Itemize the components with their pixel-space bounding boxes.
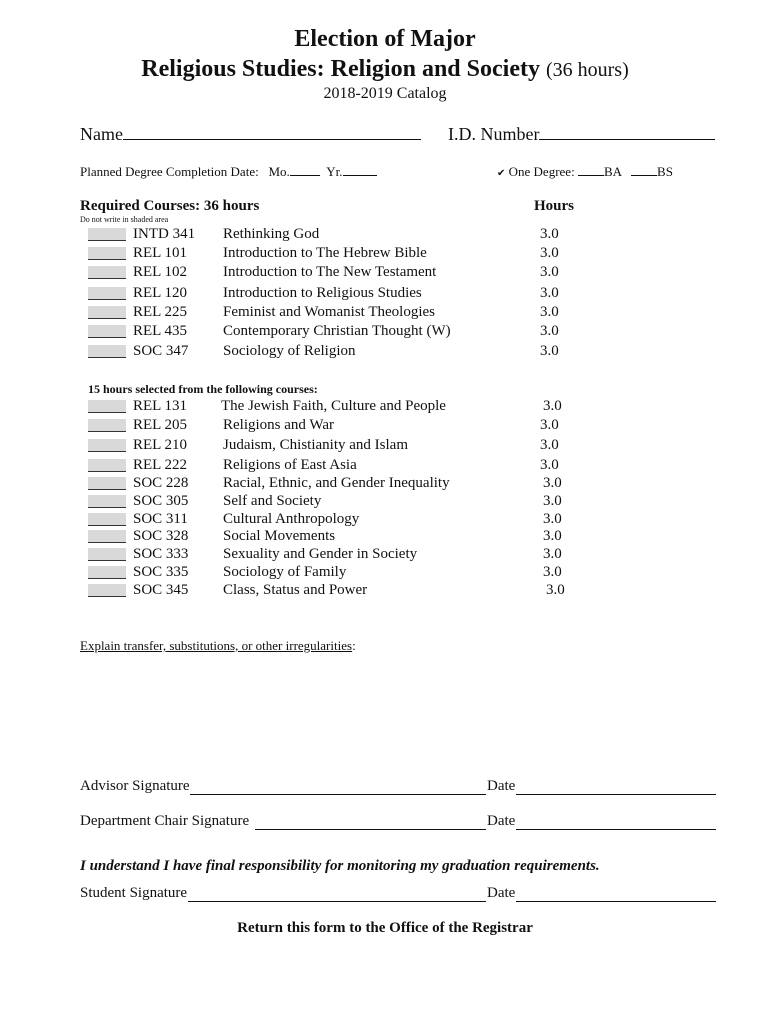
explain-label: Explain transfer, substitutions, or other irregularities <box>80 638 353 653</box>
course-title: Introduction to The New Testament <box>223 264 437 280</box>
degree-label: One Degree: <box>508 164 575 179</box>
form-title: Election of Major <box>294 26 476 52</box>
shaded-box <box>88 306 126 319</box>
course-hours: 3.0 <box>540 285 559 301</box>
course-code: REL 205 <box>133 417 188 433</box>
course-code: REL 101 <box>133 245 188 261</box>
course-title: Rethinking God <box>223 226 320 242</box>
course-row <box>0 304 770 322</box>
course-row <box>0 582 770 600</box>
course-title: Religions of East Asia <box>223 457 357 473</box>
shaded-box <box>88 345 126 358</box>
course-code: SOC 335 <box>133 564 189 580</box>
course-code: SOC 333 <box>133 546 189 562</box>
course-row <box>0 493 770 511</box>
shaded-box <box>88 439 126 452</box>
course-hours: 3.0 <box>543 493 562 509</box>
course-title: Introduction to Religious Studies <box>223 285 422 301</box>
ba-field[interactable] <box>578 163 604 176</box>
shaded-box <box>88 228 126 241</box>
course-code: SOC 311 <box>133 511 188 527</box>
course-title: Sexuality and Gender in Society <box>223 546 418 562</box>
explain-irregularities: Explain transfer, substitutions, or other irregularities: <box>80 638 356 653</box>
course-title: Contemporary Christian Thought (W) <box>223 323 451 339</box>
required-courses-heading: Required Courses: 36 hours <box>80 198 260 214</box>
student-signature-line[interactable] <box>188 901 486 902</box>
course-row <box>0 285 770 303</box>
course-code: SOC 228 <box>133 475 189 491</box>
shaded-box <box>88 548 126 561</box>
shaded-box <box>88 513 126 526</box>
course-row <box>0 564 770 582</box>
student-date-line[interactable] <box>516 901 716 902</box>
course-hours: 3.0 <box>540 245 559 261</box>
completion-date-row <box>80 163 377 180</box>
course-hours: 3.0 <box>540 323 559 339</box>
id-number-field[interactable] <box>448 124 715 145</box>
advisor-signature-line[interactable] <box>190 794 486 795</box>
shaded-box <box>88 566 126 579</box>
hours-heading: Hours <box>534 198 575 214</box>
catalog-year: 2018-2019 Catalog <box>323 85 447 102</box>
course-title: Social Movements <box>223 528 336 544</box>
shaded-box <box>88 530 126 543</box>
id-number-label: I.D. Number <box>448 124 540 144</box>
shaded-box <box>88 325 126 338</box>
id-number-line[interactable] <box>539 124 715 140</box>
shaded-box <box>88 400 126 413</box>
advisor-date-label: Date <box>487 778 516 794</box>
degree-row <box>497 163 673 180</box>
shaded-box <box>88 495 126 508</box>
course-hours: 3.0 <box>546 582 565 598</box>
chair-date-line[interactable] <box>516 829 716 830</box>
course-row <box>0 457 770 475</box>
course-hours: 3.0 <box>543 475 562 491</box>
responsibility-statement: I understand I have final responsibility for monitoring my graduation requirements. <box>80 858 600 874</box>
course-title: Sociology of Religion <box>223 343 356 359</box>
course-row <box>0 437 770 455</box>
course-row <box>0 546 770 564</box>
course-row <box>0 323 770 341</box>
course-hours: 3.0 <box>540 343 559 359</box>
student-date-label: Date <box>487 885 516 901</box>
course-row <box>0 398 770 416</box>
course-row <box>0 226 770 244</box>
advisor-date-line[interactable] <box>516 794 716 795</box>
course-code: REL 435 <box>133 323 188 339</box>
course-title: Sociology of Family <box>223 564 347 580</box>
course-title: Self and Society <box>223 493 322 509</box>
course-hours: 3.0 <box>543 511 562 527</box>
course-code: REL 131 <box>133 398 188 414</box>
course-hours: 3.0 <box>543 564 562 580</box>
shaded-area-note: Do not write in shaded area <box>80 215 169 224</box>
course-code: INTD 341 <box>133 226 196 242</box>
chair-date-label: Date <box>487 813 516 829</box>
course-row <box>0 511 770 529</box>
name-label: Name <box>80 124 123 144</box>
major-title <box>0 56 770 83</box>
course-title: Judaism, Chistianity and Islam <box>223 437 408 453</box>
shaded-box <box>88 266 126 279</box>
course-title: Class, Status and Power <box>223 582 368 598</box>
course-title: Cultural Anthropology <box>223 511 360 527</box>
checkmark-icon: ✔ <box>497 168 506 179</box>
return-instructions: Return this form to the Office of the Registrar <box>237 920 533 936</box>
year-label: Yr. <box>326 164 343 179</box>
course-hours: 3.0 <box>540 437 559 453</box>
year-field[interactable] <box>343 163 377 176</box>
course-row <box>0 475 770 493</box>
month-label: Mo. <box>268 164 290 179</box>
course-row <box>0 417 770 435</box>
course-code: REL 225 <box>133 304 188 320</box>
ba-label: BA <box>603 164 622 179</box>
completion-date-label: Planned Degree Completion Date: <box>80 164 259 179</box>
course-row <box>0 528 770 546</box>
course-hours: 3.0 <box>540 226 559 242</box>
major-hours: (36 hours) <box>545 59 629 81</box>
course-row <box>0 343 770 361</box>
shaded-box <box>88 459 126 472</box>
course-code: REL 210 <box>133 437 188 453</box>
bs-field[interactable] <box>631 163 657 176</box>
chair-signature-label: Department Chair Signature <box>80 813 250 829</box>
course-title: Introduction to The Hebrew Bible <box>223 245 427 261</box>
electives-heading: 15 hours selected from the following courses: <box>88 382 318 396</box>
advisor-signature-label: Advisor Signature <box>80 778 190 794</box>
name-line[interactable] <box>123 124 421 140</box>
month-field[interactable] <box>290 163 320 176</box>
course-code: SOC 345 <box>133 582 189 598</box>
shaded-box <box>88 477 126 490</box>
major-name: Religious Studies: Religion and Society <box>141 56 540 82</box>
course-title: The Jewish Faith, Culture and People <box>221 398 446 414</box>
course-title: Feminist and Womanist Theologies <box>223 304 435 320</box>
name-field[interactable] <box>80 124 421 145</box>
bs-label: BS <box>657 164 673 179</box>
course-title: Racial, Ethnic, and Gender Inequality <box>223 475 450 491</box>
course-title: Religions and War <box>223 417 334 433</box>
course-hours: 3.0 <box>543 528 562 544</box>
course-code: REL 120 <box>133 285 188 301</box>
course-row <box>0 245 770 263</box>
course-code: SOC 347 <box>133 343 189 359</box>
course-code: SOC 305 <box>133 493 189 509</box>
shaded-box <box>88 419 126 432</box>
shaded-box <box>88 247 126 260</box>
student-signature-label: Student Signature <box>80 885 188 901</box>
course-hours: 3.0 <box>543 546 562 562</box>
course-hours: 3.0 <box>540 264 559 280</box>
course-hours: 3.0 <box>540 304 559 320</box>
shaded-box <box>88 584 126 597</box>
course-hours: 3.0 <box>540 457 559 473</box>
chair-signature-line[interactable] <box>255 829 486 830</box>
shaded-box <box>88 287 126 300</box>
course-hours: 3.0 <box>540 417 559 433</box>
course-code: SOC 328 <box>133 528 189 544</box>
course-row <box>0 264 770 282</box>
course-code: REL 222 <box>133 457 188 473</box>
course-hours: 3.0 <box>543 398 562 414</box>
course-code: REL 102 <box>133 264 188 280</box>
